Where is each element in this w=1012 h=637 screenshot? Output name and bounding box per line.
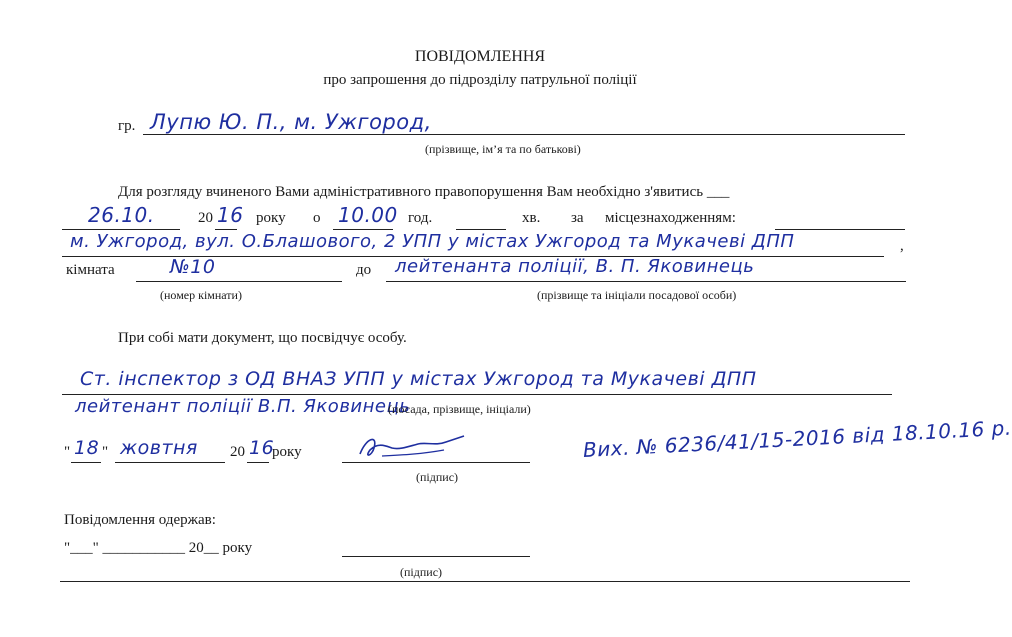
- position-line2-handwritten: лейтенант поліції В.П. Яковинець: [75, 396, 411, 417]
- recipient-underline: [143, 134, 905, 135]
- room-label: кімната: [66, 262, 115, 278]
- appointment-time-handwritten: 10.00: [338, 203, 398, 227]
- issued-signature-caption: (підпис): [416, 470, 459, 484]
- issued-quote-open: ": [64, 444, 71, 460]
- room-underline: [136, 281, 342, 282]
- room-number-handwritten: №10: [170, 256, 216, 278]
- position-line1-handwritten: Ст. інспектор з ОД ВНАЗ УПП у містах Ужгород та Мукачеві ДПП: [80, 368, 757, 390]
- bottom-rule: [60, 581, 910, 582]
- issued-day-handwritten: 18: [74, 437, 100, 459]
- issued-year-underline: [247, 462, 269, 463]
- at-word: о: [313, 210, 321, 226]
- received-label: Повідомлення одержав:: [64, 512, 216, 528]
- year-prefix: 20: [198, 210, 213, 226]
- issued-year-handwritten: 16: [249, 437, 275, 459]
- date-underline: [62, 229, 180, 230]
- position-underline-1: [62, 394, 892, 395]
- to-word: до: [356, 262, 372, 278]
- outgoing-number-handwritten: Вих. № 6236/41/15-2016 від 18.10.16 р.: [582, 415, 1012, 462]
- issued-day-underline: [71, 462, 101, 463]
- recipient-name-handwritten: Лупю Ю. П., м. Ужгород,: [150, 110, 432, 134]
- officer-signature: [352, 428, 482, 464]
- officer-caption: (прізвище та ініціали посадової особи): [537, 288, 737, 302]
- time-underline: [333, 229, 393, 230]
- minutes-underline: [456, 229, 506, 230]
- address-comma: ,: [900, 238, 904, 254]
- location-label: місцезнаходженням:: [605, 210, 736, 226]
- document-subtitle: про запрошення до підрозділу патрульної поліції: [323, 72, 637, 88]
- issued-month-handwritten: жовтня: [120, 437, 198, 459]
- received-signature-caption: (підпис): [400, 565, 443, 579]
- appointment-date-handwritten: 26.10.: [88, 203, 155, 227]
- room-caption: (номер кімнати): [160, 288, 242, 302]
- issued-month-underline: [115, 462, 225, 463]
- minutes-word: хв.: [522, 210, 541, 226]
- location-underline: [775, 229, 905, 230]
- received-date-line: "___" ___________ 20__ року: [64, 540, 253, 556]
- address-handwritten: м. Ужгород, вул. О.Блашового, 2 УПП у містах Ужгород та Мукачеві ДПП: [70, 231, 795, 252]
- recipient-caption: (прізвище, ім’я та по батькові): [425, 142, 581, 156]
- position-caption: (посада, прізвище, ініціали): [388, 402, 531, 416]
- issued-year-prefix: 20: [230, 444, 245, 460]
- id-document-instruction: При собі мати документ, що посвідчує особу.: [118, 330, 407, 346]
- by-word: за: [571, 210, 584, 226]
- appearance-instruction: Для розгляду вчиненого Вами адміністративного правопорушення Вам необхідно з'явитись ___: [118, 184, 730, 200]
- officer-handwritten: лейтенанта поліції, В. П. Яковинець: [395, 256, 755, 277]
- officer-underline: [386, 281, 906, 282]
- year-underline: [215, 229, 237, 230]
- document-title: ПОВІДОМЛЕННЯ: [414, 48, 546, 65]
- issued-year-word: року: [272, 444, 302, 460]
- issued-quote-close: ": [102, 444, 109, 460]
- recipient-prefix: гр.: [118, 118, 136, 134]
- received-signature-underline: [342, 556, 530, 557]
- year-word: року: [256, 210, 286, 226]
- hours-word: год.: [408, 210, 433, 226]
- appointment-year-handwritten: 16: [217, 203, 244, 227]
